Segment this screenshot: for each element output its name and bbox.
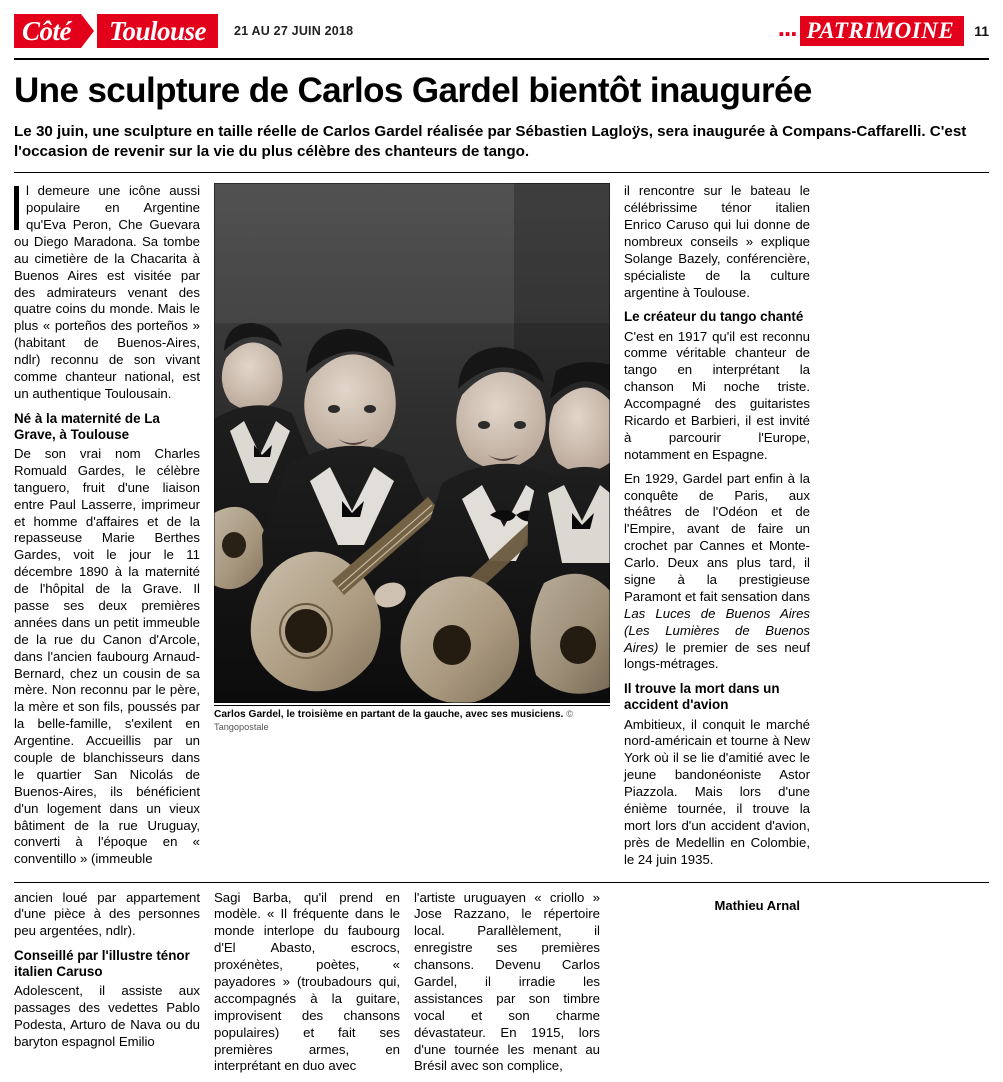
masthead [14,0,989,54]
subhead-caruso: Conseillé par l'illustre ténor italien Caruso [14,948,190,980]
section-dots-icon: ... [777,12,797,42]
lower-column-1 [14,890,200,1082]
left-paragraph-1: De son vrai nom Charles Romuald Gardes, le célèbre tanguero, fruit d'une liaison entre Paul Lasserre, imprimeur et homme d'affaires et de la repasseuse Marie Berthes Gardes, voit le jour le 11 décembre 1890 à la maternité de l'hôpital de la Grave. Il passe ses deux premières années dans un petit immeuble de la rue du Canon d'Arcole, dans l'ancien faubourg Arnaud-Bernard, chez un cousin de sa mère. Non reconnu par le père, la mère et son fils, poussés par la belle-famille, s'exilent en Argentine. Accueillis par un couple de blanchisseurs dans le quartier San Nicolás de Buenos-Aires, ils bénéficient d'un logement dans un vieux bâtiment de la rue Uruguay, converti à l'époque en « conventillo » (immeuble [14,445,200,867]
photo-illustration [214,183,610,703]
masthead-divider [14,58,989,60]
lower-column-3 [414,890,600,1082]
right-paragraph-4: Ambitieux, il conquit le marché nord-américain et tourne à New York où il se lie d'amitié avec le jeune bandonéoniste Astor Piazzola. Mais lors d'une énième tournée, il trouve la mort lors d'un accident d'avion, près de Medellin en Colombie, le 24 juin 1935. [624,716,810,867]
photo-caption [214,705,610,735]
lower-column-4 [614,890,800,1082]
page-title: Une sculpture de Carlos Gardel bientôt inaugurée [14,71,812,110]
column-left [14,183,200,875]
lower-section-divider [14,882,989,883]
masthead-right [777,12,989,46]
subhead-death: Il trouve la mort dans un accident d'avion [624,681,780,713]
right-paragraph-1: il rencontre sur le bateau le célébrissime ténor italien Enrico Caruso qui lui donne de nombreux conseils » explique Solange Bazely, conférencière, spécialiste de la culture argentine à Toulouse. [624,183,810,300]
column-right [624,183,810,875]
publication-logo[interactable] [14,14,218,48]
right-p3-part-a: En 1929, Gardel part enfin à la conquête de Paris, aux théâtres de l'Odéon et de l'Empire, avant de faire un crochet par Cannes et Monte-Carlo. Deux ans plus tard, il signe à la prestigieuse Paramont et fait sensation dans [624,470,810,604]
article-photo [214,183,610,703]
article-body [14,183,989,875]
photo-figure [214,183,610,735]
lower2-paragraph-1: Sagi Barba, qu'il prend en modèle. « Il fréquente dans le monde interlope du faubourg d'El Abasto, escrocs, proxénètes, poètes, « payadores » (troubadours qui, accompagnés à la guitare, improvisent des chansons populaires) et fait ses premières armes, en interprétant en duo avec [214,889,400,1074]
standfirst-divider [14,172,989,173]
photo-caption-text: Carlos Gardel, le troisième en partant de la gauche, avec ses musiciens. [214,709,564,721]
lower3-paragraph-1: l'artiste uruguayen « criollo » Jose Razzano, le répertoire local. Parallèlement, il enregistre ses premières chansons. Devenu Carlos Gardel, il irradie les assistances par son timbre vocal et son charme dévastateur. En 1915, lors d'une tournée les menant au Brésil avec son complice, [414,889,600,1074]
right-paragraph-2: C'est en 1917 qu'il est reconnu comme véritable chanteur de tango en interprétant la chanson Mi noche triste. Accompagné des guitaristes Ricardo et Barbieri, il est invité à parcourir l'Europe, notamment en Espagne. [624,328,810,462]
column-center [214,183,610,739]
right-p3-part-b: le premier de ses neuf longs-métrages. [624,639,810,672]
article-body-lower [14,890,989,1082]
film-title: Las Luces de Buenos Aires (Les Lumières de Buenos Aires) [624,605,810,655]
intro-paragraph [14,183,200,403]
right-paragraph-3 [624,471,810,674]
intro-text: l demeure une icône aussi populaire en Argentine qu'Eva Peron, Che Guevara ou Diego Maradona. Sa tombe au cimetière de la Chacarita à Buenos Aires est visitée par des admirateurs venant des quatre coins du monde. Mais le plus « porteños des porteños » (habitant de Buenos-Aires, ndlr) reconnu de son vivant comme chanteur national, est un authentique Toulousain. [14,183,200,401]
dropcap-rule [14,186,19,230]
standfirst: Le 30 juin, une sculpture en taille réelle de Carlos Gardel réalisée par Sébastien Lagloÿs, sera inaugurée à Compans-Caffarelli. C'est l'occasion de revenir sur la vie du plus célèbre des chanteurs de tango. [14,122,967,161]
lower-column-2 [214,890,400,1082]
logo-cote-text: Côté [14,14,81,48]
issue-date: 21 AU 27 JUIN 2018 [234,24,354,38]
subhead-tango-creator: Le créateur du tango chanté [624,309,804,325]
page-number: 11 [974,23,989,39]
section-label: PATRIMOINE [800,16,964,46]
logo-arrow-icon [81,14,94,48]
lower1-paragraph-1: ancien loué par appartement d'une pièce à des personnes peu argentées, ndlr). [14,889,200,939]
lower1-paragraph-2: Adolescent, il assiste aux passages des vedettes Pablo Podesta, Arturo de Nava ou du baryton espagnol Emilio [14,983,200,1050]
article-byline: Mathieu Arnal [714,897,800,913]
logo-city-text: Toulouse [97,14,218,48]
subhead-birth: Né à la maternité de La Grave, à Toulouse [14,410,160,442]
photo-credit: © Tangopostale [214,709,573,732]
